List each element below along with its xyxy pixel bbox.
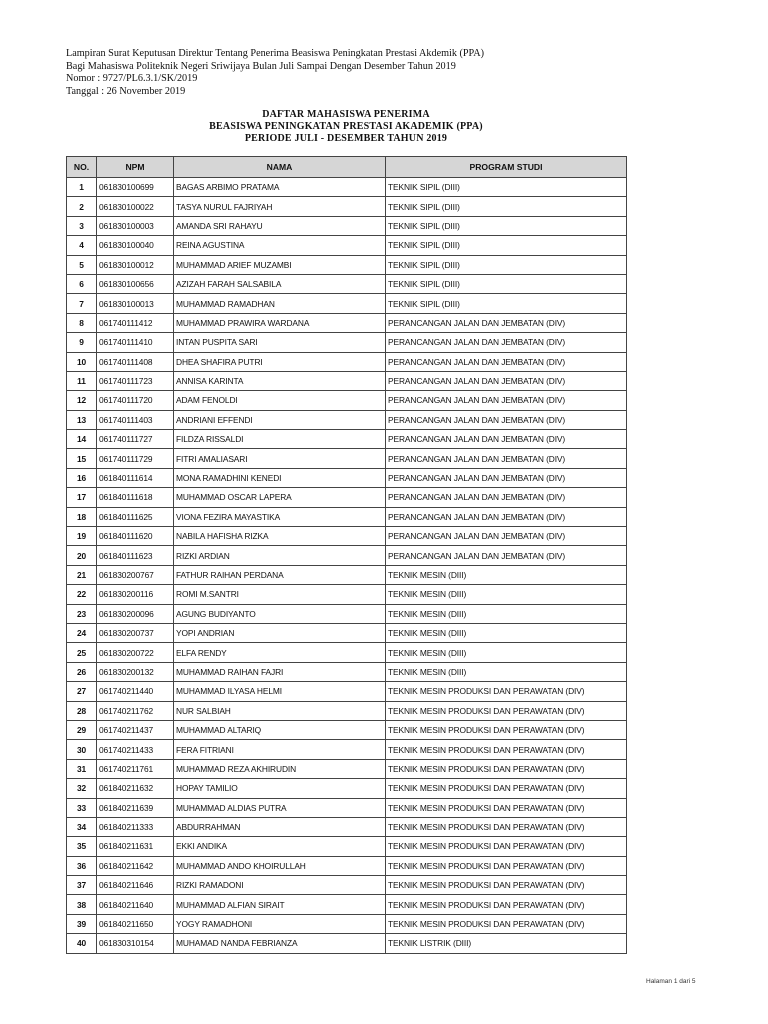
name-cell: MUHAMAD NANDA FEBRIANZA — [174, 934, 386, 953]
name-cell: ANNISA KARINTA — [174, 371, 386, 390]
table-body — [67, 178, 627, 954]
program-cell: PERANCANGAN JALAN DAN JEMBATAN (DIV) — [386, 430, 627, 449]
table-row — [67, 391, 627, 410]
table-row — [67, 837, 627, 856]
npm-cell: 061740111410 — [97, 333, 174, 352]
npm-cell: 061740111408 — [97, 352, 174, 371]
program-cell: PERANCANGAN JALAN DAN JEMBATAN (DIV) — [386, 546, 627, 565]
title-line-2: BEASISWA PENINGKATAN PRESTASI AKADEMIK (PPA) — [209, 121, 483, 132]
npm-cell: 061830100012 — [97, 255, 174, 274]
name-cell: ANDRIANI EFFENDI — [174, 410, 386, 429]
name-cell: TASYA NURUL FAJRIYAH — [174, 197, 386, 216]
program-cell: TEKNIK MESIN (DIII) — [386, 565, 627, 584]
table-row — [67, 798, 627, 817]
row-number: 19 — [67, 527, 97, 546]
program-cell: TEKNIK MESIN PRODUKSI DAN PERAWATAN (DIV) — [386, 779, 627, 798]
name-cell: YOGY RAMADHONI — [174, 914, 386, 933]
column-header-no: NO. — [67, 157, 97, 178]
program-cell: TEKNIK MESIN PRODUKSI DAN PERAWATAN (DIV) — [386, 914, 627, 933]
npm-cell: 061740111720 — [97, 391, 174, 410]
table-row — [67, 449, 627, 468]
row-number: 21 — [67, 565, 97, 584]
row-number: 32 — [67, 779, 97, 798]
table-row — [67, 604, 627, 623]
row-number: 6 — [67, 274, 97, 293]
name-cell: MUHAMMAD ILYASA HELMI — [174, 682, 386, 701]
row-number: 2 — [67, 197, 97, 216]
program-cell: TEKNIK MESIN (DIII) — [386, 623, 627, 642]
table-row — [67, 740, 627, 759]
npm-cell: 061830200096 — [97, 604, 174, 623]
table-row — [67, 352, 627, 371]
row-number: 40 — [67, 934, 97, 953]
npm-cell: 061830100040 — [97, 236, 174, 255]
npm-cell: 061840111618 — [97, 488, 174, 507]
program-cell: TEKNIK SIPIL (DIII) — [386, 255, 627, 274]
header-line-4: Tanggal : 26 November 2019 — [66, 85, 186, 97]
row-number: 29 — [67, 720, 97, 739]
table-row — [67, 274, 627, 293]
table-row — [67, 197, 627, 216]
table-row — [67, 934, 627, 953]
table-row — [67, 371, 627, 390]
name-cell: MUHAMMAD ANDO KHOIRULLAH — [174, 856, 386, 875]
table-row — [67, 876, 627, 895]
program-cell: TEKNIK MESIN (DIII) — [386, 662, 627, 681]
table-row — [67, 294, 627, 313]
row-number: 25 — [67, 643, 97, 662]
name-cell: MUHAMMAD RAIHAN FAJRI — [174, 662, 386, 681]
table-row — [67, 333, 627, 352]
name-cell: INTAN PUSPITA SARI — [174, 333, 386, 352]
row-number: 17 — [67, 488, 97, 507]
table-row — [67, 662, 627, 681]
npm-cell: 061840211639 — [97, 798, 174, 817]
name-cell: MUHAMMAD ALTARIQ — [174, 720, 386, 739]
name-cell: MUHAMMAD ALDIAS PUTRA — [174, 798, 386, 817]
row-number: 26 — [67, 662, 97, 681]
table-row — [67, 255, 627, 274]
npm-cell: 061840111625 — [97, 507, 174, 526]
row-number: 27 — [67, 682, 97, 701]
name-cell: NABILA HAFISHA RIZKA — [174, 527, 386, 546]
name-cell: MUHAMMAD REZA AKHIRUDIN — [174, 759, 386, 778]
program-cell: TEKNIK MESIN PRODUKSI DAN PERAWATAN (DIV) — [386, 856, 627, 875]
program-cell: TEKNIK MESIN PRODUKSI DAN PERAWATAN (DIV) — [386, 682, 627, 701]
npm-cell: 061830100022 — [97, 197, 174, 216]
program-cell: TEKNIK SIPIL (DIII) — [386, 216, 627, 235]
npm-cell: 061740211437 — [97, 720, 174, 739]
row-number: 30 — [67, 740, 97, 759]
row-number: 14 — [67, 430, 97, 449]
program-cell: TEKNIK MESIN PRODUKSI DAN PERAWATAN (DIV) — [386, 876, 627, 895]
header-line-3: Nomor : 9727/PL6.3.1/SK/2019 — [66, 73, 198, 85]
name-cell: FILDZA RISSALDI — [174, 430, 386, 449]
npm-cell: 061740111412 — [97, 313, 174, 332]
npm-cell: 061840211631 — [97, 837, 174, 856]
row-number: 4 — [67, 236, 97, 255]
row-number: 20 — [67, 546, 97, 565]
table-row — [67, 178, 627, 197]
table-row — [67, 856, 627, 875]
program-cell: PERANCANGAN JALAN DAN JEMBATAN (DIV) — [386, 410, 627, 429]
npm-cell: 061840111623 — [97, 546, 174, 565]
name-cell: DHEA SHAFIRA PUTRI — [174, 352, 386, 371]
row-number: 13 — [67, 410, 97, 429]
name-cell: ELFA RENDY — [174, 643, 386, 662]
program-cell: TEKNIK MESIN PRODUKSI DAN PERAWATAN (DIV) — [386, 798, 627, 817]
program-cell: TEKNIK MESIN PRODUKSI DAN PERAWATAN (DIV) — [386, 759, 627, 778]
row-number: 10 — [67, 352, 97, 371]
program-cell: TEKNIK MESIN (DIII) — [386, 643, 627, 662]
table-row — [67, 410, 627, 429]
npm-cell: 061740211761 — [97, 759, 174, 778]
table-row — [67, 507, 627, 526]
table-row — [67, 468, 627, 487]
program-cell: TEKNIK SIPIL (DIII) — [386, 236, 627, 255]
row-number: 5 — [67, 255, 97, 274]
npm-cell: 061830100656 — [97, 274, 174, 293]
header-line-2: Bagi Mahasiswa Politeknik Negeri Sriwijaya Bulan Juli Sampai Dengan Desember Tahun 2019 — [66, 60, 456, 72]
program-cell: PERANCANGAN JALAN DAN JEMBATAN (DIV) — [386, 313, 627, 332]
program-cell: PERANCANGAN JALAN DAN JEMBATAN (DIV) — [386, 527, 627, 546]
npm-cell: 061830310154 — [97, 934, 174, 953]
npm-cell: 061830200132 — [97, 662, 174, 681]
table-row — [67, 759, 627, 778]
npm-cell: 061740211433 — [97, 740, 174, 759]
program-cell: PERANCANGAN JALAN DAN JEMBATAN (DIV) — [386, 333, 627, 352]
row-number: 9 — [67, 333, 97, 352]
npm-cell: 061840111620 — [97, 527, 174, 546]
name-cell: EKKI ANDIKA — [174, 837, 386, 856]
table-row — [67, 682, 627, 701]
row-number: 1 — [67, 178, 97, 197]
name-cell: REINA AGUSTINA — [174, 236, 386, 255]
row-number: 23 — [67, 604, 97, 623]
npm-cell: 061740111729 — [97, 449, 174, 468]
row-number: 39 — [67, 914, 97, 933]
table-row — [67, 236, 627, 255]
program-cell: TEKNIK MESIN PRODUKSI DAN PERAWATAN (DIV) — [386, 720, 627, 739]
npm-cell: 061830200722 — [97, 643, 174, 662]
name-cell: ABDURRAHMAN — [174, 817, 386, 836]
row-number: 15 — [67, 449, 97, 468]
program-cell: PERANCANGAN JALAN DAN JEMBATAN (DIV) — [386, 449, 627, 468]
name-cell: YOPI ANDRIAN — [174, 623, 386, 642]
name-cell: RIZKI ARDIAN — [174, 546, 386, 565]
table-row — [67, 546, 627, 565]
name-cell: AMANDA SRI RAHAYU — [174, 216, 386, 235]
title-line-1: DAFTAR MAHASISWA PENERIMA — [262, 109, 430, 120]
npm-cell: 061840211640 — [97, 895, 174, 914]
table-row — [67, 701, 627, 720]
npm-cell: 061740211440 — [97, 682, 174, 701]
program-cell: TEKNIK SIPIL (DIII) — [386, 197, 627, 216]
program-cell: TEKNIK SIPIL (DIII) — [386, 178, 627, 197]
program-cell: TEKNIK MESIN PRODUKSI DAN PERAWATAN (DIV) — [386, 895, 627, 914]
table-row — [67, 565, 627, 584]
table-row — [67, 914, 627, 933]
program-cell: TEKNIK MESIN PRODUKSI DAN PERAWATAN (DIV) — [386, 740, 627, 759]
table-row — [67, 488, 627, 507]
row-number: 18 — [67, 507, 97, 526]
row-number: 36 — [67, 856, 97, 875]
column-header-npm: NPM — [97, 157, 174, 178]
npm-cell: 061830200737 — [97, 623, 174, 642]
table-row — [67, 779, 627, 798]
program-cell: TEKNIK SIPIL (DIII) — [386, 274, 627, 293]
program-cell: TEKNIK MESIN PRODUKSI DAN PERAWATAN (DIV) — [386, 837, 627, 856]
name-cell: ROMI M.SANTRI — [174, 585, 386, 604]
program-cell: TEKNIK LISTRIK (DIII) — [386, 934, 627, 953]
name-cell: VIONA FEZIRA MAYASTIKA — [174, 507, 386, 526]
program-cell: PERANCANGAN JALAN DAN JEMBATAN (DIV) — [386, 371, 627, 390]
name-cell: FERA FITRIANI — [174, 740, 386, 759]
document-title — [66, 109, 626, 145]
npm-cell: 061840211650 — [97, 914, 174, 933]
row-number: 8 — [67, 313, 97, 332]
program-cell: PERANCANGAN JALAN DAN JEMBATAN (DIV) — [386, 391, 627, 410]
npm-cell: 061830100003 — [97, 216, 174, 235]
name-cell: FITRI AMALIASARI — [174, 449, 386, 468]
program-cell: TEKNIK MESIN (DIII) — [386, 585, 627, 604]
npm-cell: 061840111614 — [97, 468, 174, 487]
npm-cell: 061830200767 — [97, 565, 174, 584]
table-row — [67, 430, 627, 449]
row-number: 38 — [67, 895, 97, 914]
row-number: 35 — [67, 837, 97, 856]
program-cell: TEKNIK MESIN (DIII) — [386, 604, 627, 623]
name-cell: MUHAMMAD PRAWIRA WARDANA — [174, 313, 386, 332]
page-number: Halaman 1 dari 5 — [646, 978, 696, 985]
program-cell: PERANCANGAN JALAN DAN JEMBATAN (DIV) — [386, 488, 627, 507]
recipient-table — [66, 156, 627, 954]
npm-cell: 061830100013 — [97, 294, 174, 313]
program-cell: TEKNIK SIPIL (DIII) — [386, 294, 627, 313]
name-cell: ADAM FENOLDI — [174, 391, 386, 410]
program-cell: PERANCANGAN JALAN DAN JEMBATAN (DIV) — [386, 352, 627, 371]
name-cell: BAGAS ARBIMO PRATAMA — [174, 178, 386, 197]
title-line-3: PERIODE JULI - DESEMBER TAHUN 2019 — [244, 133, 448, 144]
npm-cell: 061740211762 — [97, 701, 174, 720]
name-cell: RIZKI RAMADONI — [174, 876, 386, 895]
npm-cell: 061740111723 — [97, 371, 174, 390]
table-row — [67, 720, 627, 739]
table-header-row — [67, 157, 627, 178]
row-number: 24 — [67, 623, 97, 642]
program-cell: PERANCANGAN JALAN DAN JEMBATAN (DIV) — [386, 507, 627, 526]
name-cell: AGUNG BUDIYANTO — [174, 604, 386, 623]
row-number: 16 — [67, 468, 97, 487]
row-number: 31 — [67, 759, 97, 778]
table-row — [67, 817, 627, 836]
table-row — [67, 585, 627, 604]
table-row — [67, 216, 627, 235]
npm-cell: 061840211642 — [97, 856, 174, 875]
name-cell: FATHUR RAIHAN PERDANA — [174, 565, 386, 584]
table-row — [67, 643, 627, 662]
program-cell: TEKNIK MESIN PRODUKSI DAN PERAWATAN (DIV) — [386, 701, 627, 720]
row-number: 33 — [67, 798, 97, 817]
table-row — [67, 313, 627, 332]
name-cell: MUHAMMAD ALFIAN SIRAIT — [174, 895, 386, 914]
row-number: 3 — [67, 216, 97, 235]
npm-cell: 061840211646 — [97, 876, 174, 895]
name-cell: MUHAMMAD OSCAR LAPERA — [174, 488, 386, 507]
name-cell: MONA RAMADHINI KENEDI — [174, 468, 386, 487]
row-number: 28 — [67, 701, 97, 720]
row-number: 11 — [67, 371, 97, 390]
npm-cell: 061740111727 — [97, 430, 174, 449]
row-number: 22 — [67, 585, 97, 604]
name-cell: AZIZAH FARAH SALSABILA — [174, 274, 386, 293]
program-cell: TEKNIK MESIN PRODUKSI DAN PERAWATAN (DIV) — [386, 817, 627, 836]
table-row — [67, 623, 627, 642]
column-header-program-studi: PROGRAM STUDI — [386, 157, 627, 178]
npm-cell: 061740111403 — [97, 410, 174, 429]
npm-cell: 061830100699 — [97, 178, 174, 197]
table-row — [67, 895, 627, 914]
program-cell: PERANCANGAN JALAN DAN JEMBATAN (DIV) — [386, 468, 627, 487]
row-number: 37 — [67, 876, 97, 895]
name-cell: NUR SALBIAH — [174, 701, 386, 720]
column-header-nama: NAMA — [174, 157, 386, 178]
name-cell: HOPAY TAMILIO — [174, 779, 386, 798]
row-number: 7 — [67, 294, 97, 313]
npm-cell: 061840211333 — [97, 817, 174, 836]
name-cell: MUHAMMAD ARIEF MUZAMBI — [174, 255, 386, 274]
table-row — [67, 527, 627, 546]
npm-cell: 061830200116 — [97, 585, 174, 604]
name-cell: MUHAMMAD RAMADHAN — [174, 294, 386, 313]
row-number: 12 — [67, 391, 97, 410]
header-line-1: Lampiran Surat Keputusan Direktur Tentang Penerima Beasiswa Peningkatan Prestasi Akdemik (PPA) — [66, 48, 485, 59]
npm-cell: 061840211632 — [97, 779, 174, 798]
document-header — [66, 48, 706, 98]
row-number: 34 — [67, 817, 97, 836]
